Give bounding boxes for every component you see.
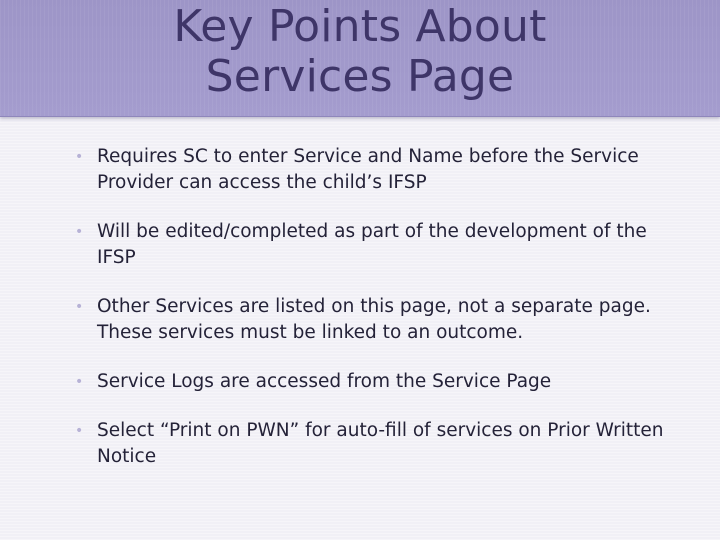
slide-title-line-2: Services Page (205, 51, 515, 102)
bullet-dot-icon: • (75, 149, 84, 165)
bullet-item (72, 294, 672, 346)
bullet-text: Select “Print on PWN” for auto-fill of services on Prior Written Notice (97, 420, 664, 467)
bullet-dot-icon: • (75, 374, 84, 390)
bullet-list (72, 144, 672, 493)
slide-title-line-1: Key Points About (173, 1, 547, 52)
bullet-text: Service Logs are accessed from the Service Page (97, 371, 552, 392)
bullet-dot-icon: • (75, 299, 84, 315)
bullet-text: Requires SC to enter Service and Name before the Service Provider can access the child’s IFSP (97, 146, 639, 193)
bullet-dot-icon: • (75, 423, 84, 439)
bullet-item (72, 369, 672, 395)
title-band (0, 0, 720, 117)
bullet-item (72, 418, 672, 470)
bullet-text: Other Services are listed on this page, not a separate page. These services must be linked to an outcome. (97, 296, 651, 343)
bullet-text: Will be edited/completed as part of the development of the IFSP (97, 221, 647, 268)
slide-title (0, 2, 720, 102)
bullet-dot-icon: • (75, 224, 84, 240)
bullet-item (72, 219, 672, 271)
bullet-item (72, 144, 672, 196)
